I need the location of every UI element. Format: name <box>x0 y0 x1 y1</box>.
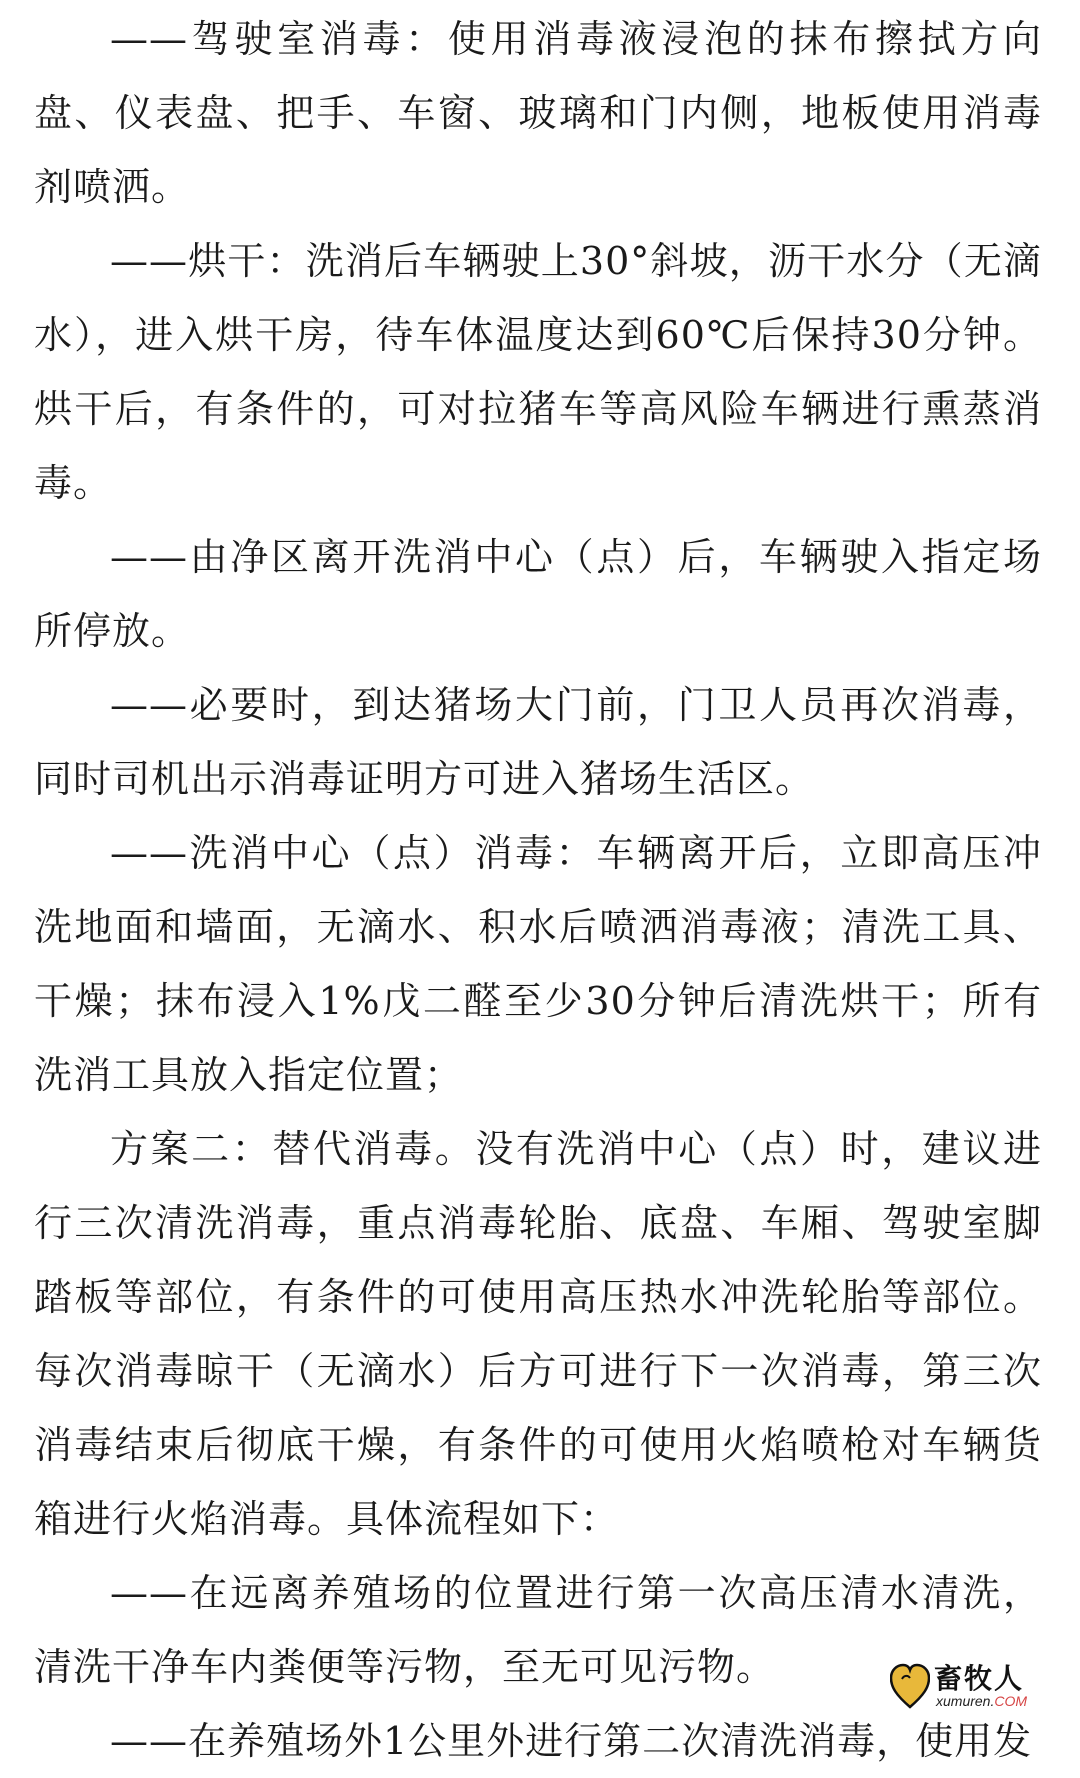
watermark-url-tld: COM <box>994 1693 1028 1709</box>
paragraph-second-wash: ——在养殖场外1公里外进行第二次清洗消毒，使用发 <box>110 1719 1033 1763</box>
heart-logo-icon <box>890 1663 930 1709</box>
watermark-logo <box>890 1657 1040 1715</box>
paragraph-cab-disinfection: ——驾驶室消毒：使用消毒液浸泡的抹布擦拭方向盘、仪表盘、把手、车窗、玻璃和门内侧，地板使用消毒剂喷洒。 <box>34 17 1042 209</box>
watermark-url-main: xumuren. <box>936 1693 995 1709</box>
watermark-name: 畜牧人 <box>934 1662 1025 1695</box>
watermark-url <box>936 1693 1027 1709</box>
paragraph-gate-disinfection: ——必要时，到达猪场大门前，门卫人员再次消毒，同时司机出示消毒证明方可进入猪场生活区。 <box>34 683 1042 801</box>
paragraph-parking: ——由净区离开洗消中心（点）后，车辆驶入指定场所停放。 <box>34 535 1042 653</box>
paragraph-first-wash: ——在远离养殖场的位置进行第一次高压清水清洗，清洗干净车内粪便等污物，至无可见污物。 <box>34 1571 1042 1689</box>
paragraph-center-disinfection: ——洗消中心（点）消毒：车辆离开后，立即高压冲洗地面和墙面，无滴水、积水后喷洒消毒液；清洗工具、干燥；抹布浸入1%戊二醛至少30分钟后清洗烘干；所有洗消工具放入指定位置； <box>34 831 1042 1097</box>
paragraph-plan-two: 方案二：替代消毒。没有洗消中心（点）时，建议进行三次清洗消毒，重点消毒轮胎、底盘、车厢、驾驶室脚踏板等部位，有条件的可使用高压热水冲洗轮胎等部位。每次消毒晾干（无滴水）后方可进行下一次消毒，第三次消毒结束后彻底干燥，有条件的可使用火焰喷枪对车辆货箱进行火焰消毒。具体流程如下： <box>34 1127 1042 1541</box>
paragraph-drying: ——烘干：洗消后车辆驶上30°斜坡，沥干水分（无滴水），进入烘干房，待车体温度达到60℃后保持30分钟。烘干后，有条件的，可对拉猪车等高风险车辆进行熏蒸消毒。 <box>34 239 1042 505</box>
